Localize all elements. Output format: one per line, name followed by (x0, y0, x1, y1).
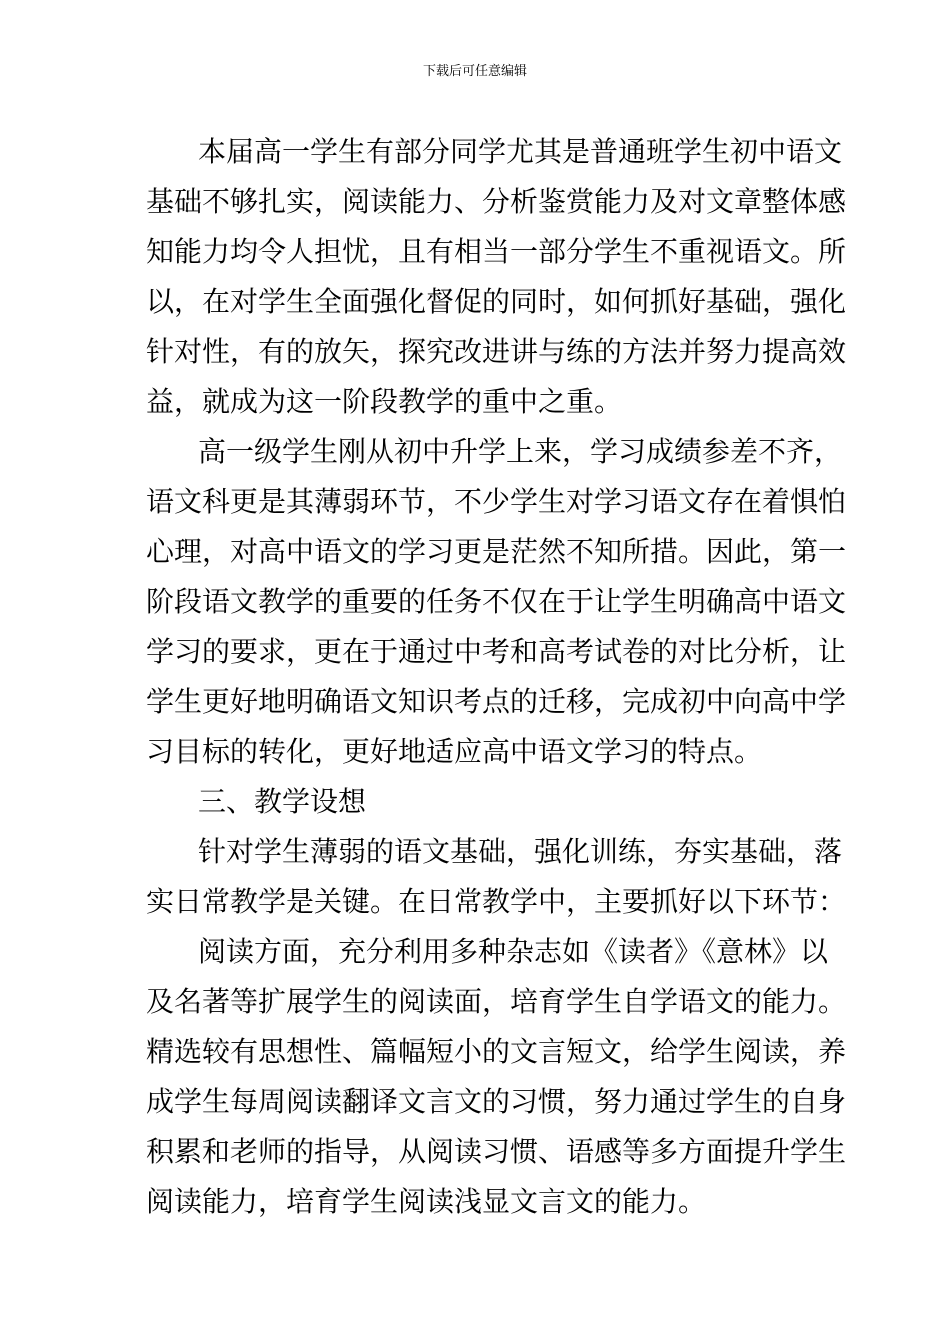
paragraph-line: 精选较有思想性、篇幅短小的文言短文，给学生阅读，养 (146, 1035, 847, 1068)
paragraph-line: 知能力均令人担忧，且有相当一部分学生不重视语文。所 (146, 235, 847, 268)
paragraph-line: 以，在对学生全面强化督促的同时，如何抓好基础，强化 (146, 285, 847, 318)
paragraph-1 (146, 127, 847, 427)
paragraph-2 (146, 427, 847, 777)
paragraph-line: 针对学生薄弱的语文基础，强化训练，夯实基础，落 (198, 835, 843, 868)
paragraph-line: 积累和老师的指导，从阅读习惯、语感等多方面提升学生 (146, 1135, 847, 1168)
section-heading-text: 三、教学设想 (198, 785, 367, 818)
header-note: 下载后可任意编辑 (422, 64, 527, 79)
paragraph-line: 益，就成为这一阶段教学的重中之重。 (146, 385, 623, 418)
paragraph-line: 心理，对高中语文的学习更是茫然不知所措。因此，第一 (146, 535, 847, 568)
paragraph-line: 学习的要求，更在于通过中考和高考试卷的对比分析，让 (146, 635, 847, 668)
paragraph-line: 针对性，有的放矢，探究改进讲与练的方法并努力提高效 (146, 335, 847, 368)
paragraph-line: 高一级学生刚从初中升学上来，学习成绩参差不齐， (198, 435, 843, 468)
paragraph-line: 阶段语文教学的重要的任务不仅在于让学生明确高中语文 (146, 585, 847, 618)
section-heading (146, 777, 808, 827)
paragraph-line: 实日常教学是关键。在日常教学中，主要抓好以下环节： (146, 885, 847, 918)
paragraph-line: 学生更好地明确语文知识考点的迁移，完成初中向高中学 (146, 685, 847, 718)
paragraph-line: 语文科更是其薄弱环节，不少学生对学习语文存在着惧怕 (146, 485, 847, 518)
paragraph-line: 基础不够扎实，阅读能力、分析鉴赏能力及对文章整体感 (146, 185, 847, 218)
paragraph-line: 本届高一学生有部分同学尤其是普通班学生初中语文 (198, 135, 843, 168)
paragraph-line: 阅读方面，充分利用多种杂志如《读者》《意林》以 (198, 935, 829, 968)
paragraph-4 (146, 927, 847, 1227)
paragraph-line: 习目标的转化，更好地适应高中语文学习的特点。 (146, 735, 763, 768)
paragraph-line: 成学生每周阅读翻译文言文的习惯，努力通过学生的自身 (146, 1085, 847, 1118)
paragraph-line: 及名著等扩展学生的阅读面，培育学生自学语文的能力。 (146, 985, 847, 1018)
paragraph-line: 阅读能力，培育学生阅读浅显文言文的能力。 (146, 1185, 707, 1218)
document-body (146, 127, 847, 1227)
paragraph-3 (146, 827, 847, 927)
